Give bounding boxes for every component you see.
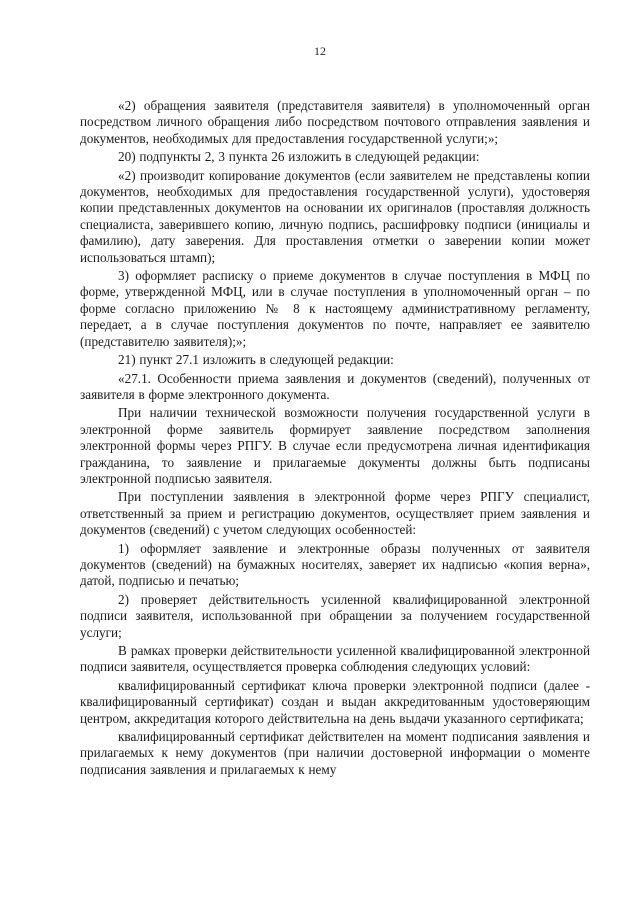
paragraph: 20) подпункты 2, 3 пункта 26 изложить в следующей редакции: bbox=[118, 149, 480, 165]
paragraph: 1) оформляет заявление и электронные образы полученных от заявителя документов (сведений) на бумажных носителях, заверяет их надписью «копия верна», датой, подписью и печатью; bbox=[80, 540, 590, 589]
paragraph: «2) обращения заявителя (представителя заявителя) в уполномоченный орган посредством личного обращения либо посредством почтового отправления заявления и документов, необходимых для предоставления государственной услуги;»; bbox=[80, 98, 590, 146]
paragraph: квалифицированный сертификат действителен на момент подписания заявления и прилагаемых к нему документов (при наличии достоверной информации о моменте подписания заявления и прилагаемых к нему bbox=[80, 729, 590, 777]
paragraph: 2) проверяет действительность усиленной квалифицированной электронной подписи заявителя, использованной при обращении за получением государственной услуги; bbox=[80, 591, 590, 640]
paragraph: «27.1. Особенности приема заявления и документов (сведений), полученных от заявителя в форме электронного документа. bbox=[80, 370, 590, 402]
paragraph: При наличии технической возможности получения государственной услуги в электронной форме заявитель формирует заявление посредством заполнения электронной формы через РПГУ. В случае если предусмотрена личная идентификация гражданина, то заявление и прилагаемые документы должны быть подписаны электронной подписью заявителя. bbox=[80, 405, 590, 486]
paragraph: При поступлении заявления в электронной форме через РПГУ специалист, ответственный за прием и регистрацию документов, осуществляет прием заявления и документов (сведений) с учетом следующих особенностей: bbox=[80, 489, 590, 538]
paragraph: «2) производит копирование документов (если заявителем не представлены копии документов, необходимых для предоставления государственной услуги), удостоверяя копии представленных документов на основании их оригиналов (проставляя должность специалиста, заверившего копию, личную подпись, расшифровку подписи (инициалы и фамилию), дату заверения. Для проставления отметки о заверении копии может использоваться штамп); bbox=[80, 167, 590, 265]
paragraph: квалифицированный сертификат ключа проверки электронной подписи (далее - квалифицированный сертификат) создан и выдан аккредитованным удостоверяющим центром, аккредитация которого действительна на день выдачи указанного сертификата; bbox=[80, 677, 590, 726]
page-number: 12 bbox=[314, 44, 326, 58]
paragraph: 21) пункт 27.1 изложить в следующей редакции: bbox=[118, 352, 394, 368]
document-body bbox=[80, 98, 590, 780]
paragraph: 3) оформляет расписку о приеме документов в случае поступления в МФЦ по форме, утвержденной МФЦ, или в случае поступления в уполномоченный орган – по форме согласно приложению № 8 к настоящему административному регламенту, передает, а в случае поступления документов по почте, направляет ее заявителю (представителю заявителя);»; bbox=[80, 268, 590, 349]
paragraph: В рамках проверки действительности усиленной квалифицированной электронной подписи заявителя, осуществляется проверка соблюдения следующих условий: bbox=[80, 643, 590, 675]
